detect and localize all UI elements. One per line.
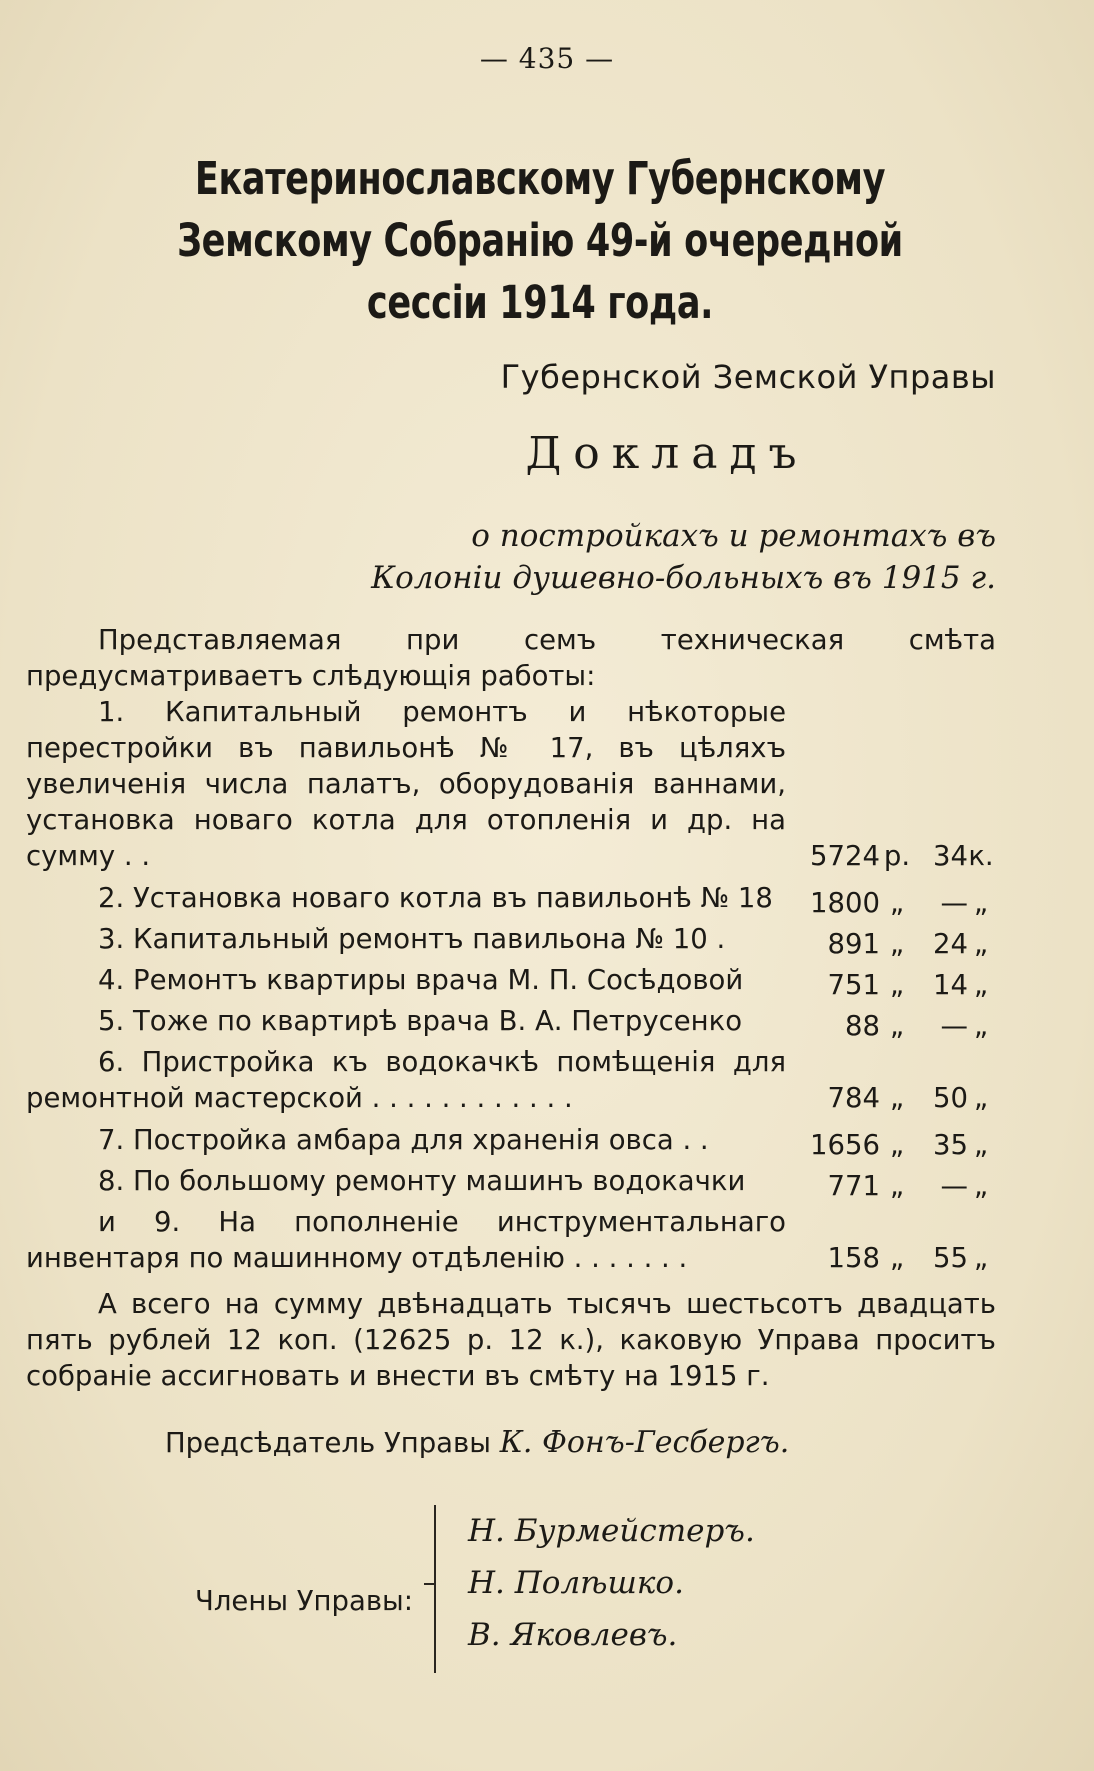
item-amount: 784 „ 50 „ [827, 1082, 989, 1114]
list-item [26, 1204, 996, 1276]
list-item [26, 880, 996, 921]
list-item [26, 962, 996, 1003]
item-text: 6. Пристройка къ водокачкѣ помѣщенія для ремонтной мастерской . . . . . . . . . . . . [26, 1046, 786, 1114]
item-amount: 771 „ — „ [827, 1170, 989, 1202]
chairman-signature [165, 1425, 789, 1460]
member-name: В. Яковлевъ. [468, 1617, 678, 1653]
chairman-label: Предсѣдатель Управы [165, 1427, 491, 1459]
members-list [468, 1505, 755, 1661]
list-item [26, 1122, 996, 1163]
item-text: 7. Постройка амбара для храненія овса . . [98, 1124, 709, 1156]
item-text: 8. По большому ремонту машинъ водокачки [98, 1165, 746, 1197]
intro-paragraph: Представляемая при семъ техническая смѣта предусматриваетъ слѣдующія работы: [26, 624, 996, 692]
chairman-name: К. Фонъ-Гесбергъ. [499, 1425, 790, 1460]
list-item [26, 1163, 996, 1204]
item-text: 1. Капитальный ремонтъ и нѣкоторые перестройки въ павильонѣ № 17, въ цѣляхъ увеличенія числа палатъ, оборудованія ваннами, установка новаго котла для отопленія и др. на сумму . . [26, 696, 786, 872]
list-item [26, 1044, 996, 1116]
total-paragraph: А всего на сумму двѣнадцать тысячъ шестьсотъ двадцать пять рублей 12 коп. (12625 р. 12 к.), каковую Управа проситъ собраніе ассигновать и внести въ смѣту на 1915 г. [26, 1288, 996, 1392]
members-label: Члены Управы: [195, 1585, 414, 1617]
page-number: — 435 — [479, 42, 615, 75]
item-text: 4. Ремонтъ квартиры врача М. П. Сосѣдовой [98, 964, 744, 996]
subject-line-2: Колоніи душевно-больныхъ въ 1915 г. [371, 560, 996, 596]
subject-line-1: о постройкахъ и ремонтахъ въ [471, 518, 996, 554]
brace-divider [434, 1505, 450, 1673]
document-title: Екатеринославскому Губернскому Земскому Собранію 49-й очередной сессіи 1914 года. [177, 152, 903, 329]
item-text: и 9. На пополненіе инструментальнаго инвентаря по машинному отдѣленію . . . . . . . [26, 1206, 786, 1274]
item-amount: 158 „ 55 „ [827, 1242, 989, 1274]
subject [371, 515, 996, 599]
item-text: 5. Тоже по квартирѣ врача В. А. Петрусенко [98, 1005, 743, 1037]
item-amount: 1800 „ — „ [810, 887, 989, 919]
member-name: Н. Бурмейстеръ. [468, 1513, 755, 1549]
item-amount: 891 „ 24 „ [827, 928, 989, 960]
member-name: Н. Полѣшко. [468, 1565, 684, 1601]
item-amount: 5724 р. 34к. [810, 840, 994, 872]
item-text: 2. Установка новаго котла въ павильонѣ № 18 [98, 882, 773, 914]
item-amount: 751 „ 14 „ [827, 969, 989, 1001]
report-body [26, 622, 996, 1394]
item-text: 3. Капитальный ремонтъ павильона № 10 . [98, 923, 726, 955]
list-item [26, 694, 996, 874]
document-type: Докладъ [525, 428, 809, 479]
item-amount: 88 „ — „ [845, 1010, 989, 1042]
list-item [26, 1003, 996, 1044]
authority-line: Губернской Земской Управы [500, 358, 996, 396]
list-item [26, 921, 996, 962]
item-amount: 1656 „ 35 „ [810, 1129, 989, 1161]
